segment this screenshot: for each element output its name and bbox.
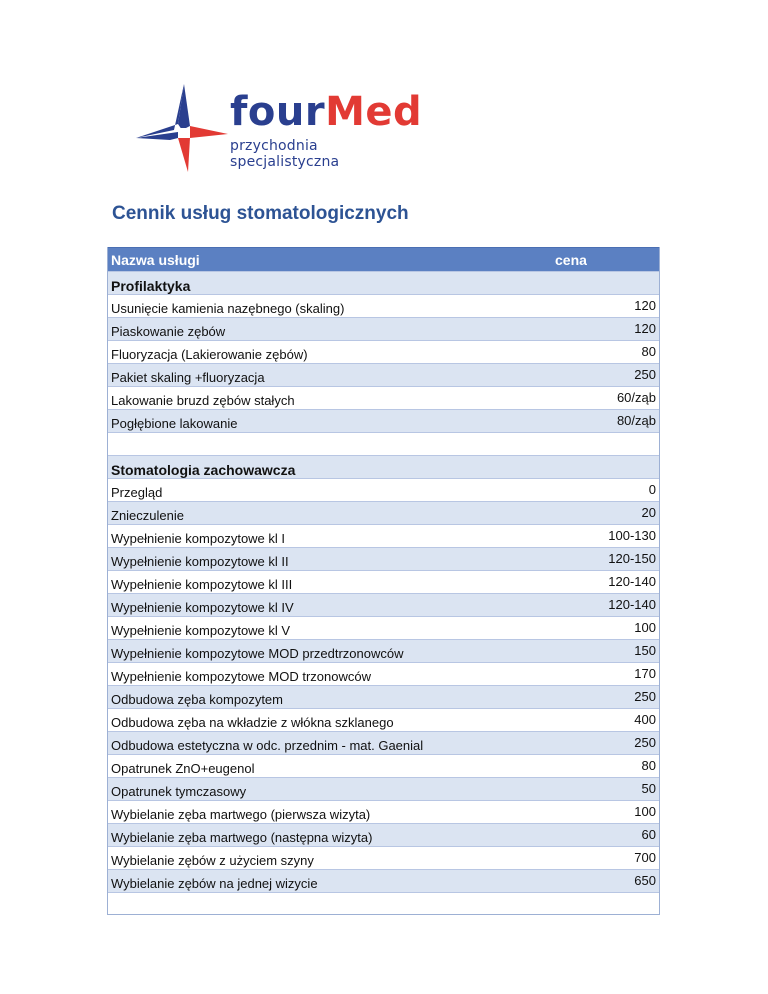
service-price: 100 (634, 620, 656, 635)
service-name: Wybielanie zębów z użyciem szyny (111, 853, 314, 868)
service-price: 150 (634, 643, 656, 658)
fourmed-logo (134, 74, 424, 174)
service-name: Opatrunek ZnO+eugenol (111, 761, 255, 776)
table-row (108, 501, 659, 524)
service-price: 20 (641, 505, 656, 520)
empty-row (108, 892, 659, 915)
service-name: Wypełnienie kompozytowe kl V (111, 623, 291, 638)
service-price: 120 (634, 321, 656, 336)
table-row (108, 754, 659, 777)
table-row (108, 800, 659, 823)
brand-name: fourMed (230, 89, 423, 135)
service-name: Wypełnienie kompozytowe kl I (111, 531, 286, 546)
service-name: Znieczulenie (111, 508, 184, 523)
section-title: Profilaktyka (111, 278, 191, 294)
table-row (108, 409, 659, 432)
service-name: Wypełnienie kompozytowe MOD trzonowców (111, 669, 371, 684)
service-price: 250 (634, 367, 656, 382)
table-row (108, 478, 659, 501)
price-table (107, 247, 660, 915)
table-row (108, 777, 659, 800)
table-row (108, 685, 659, 708)
service-price: 120-140 (608, 597, 656, 612)
table-row (108, 708, 659, 731)
service-name: Opatrunek tymczasowy (111, 784, 247, 799)
service-price: 120-150 (608, 551, 656, 566)
table-row (108, 570, 659, 593)
service-name: Wypełnienie kompozytowe kl III (111, 577, 293, 592)
service-price: 120 (634, 298, 656, 313)
table-row (108, 294, 659, 317)
empty-row (108, 432, 659, 455)
service-name: Odbudowa zęba kompozytem (111, 692, 283, 707)
service-name: Usunięcie kamienia nazębnego (skaling) (111, 301, 345, 316)
service-name: Wybielanie zęba martwego (pierwsza wizyta) (111, 807, 371, 822)
service-price: 80 (641, 758, 656, 773)
service-price: 80/ząb (616, 413, 656, 428)
service-name: Piaskowanie zębów (111, 324, 226, 339)
service-price: 60 (641, 827, 656, 842)
service-name: Odbudowa estetyczna w odc. przednim - mat. Gaenial (111, 738, 424, 753)
table-row (108, 524, 659, 547)
table-row (108, 317, 659, 340)
service-price: 250 (634, 689, 656, 704)
service-name: Wypełnienie kompozytowe MOD przedtrzonowców (111, 646, 404, 661)
service-name: Pogłębione lakowanie (111, 416, 238, 431)
table-row (108, 846, 659, 869)
table-row (108, 340, 659, 363)
service-price: 250 (634, 735, 656, 750)
header-price: cena (555, 252, 587, 268)
service-name: Wypełnienie kompozytowe kl II (111, 554, 289, 569)
service-price: 80 (641, 344, 656, 359)
service-price: 100 (634, 804, 656, 819)
service-name: Lakowanie bruzd zębów stałych (111, 393, 295, 408)
service-name: Wypełnienie kompozytowe kl IV (111, 600, 294, 615)
service-name: Fluoryzacja (Lakierowanie zębów) (111, 347, 308, 362)
service-name: Przegląd (111, 485, 163, 500)
table-row (108, 823, 659, 846)
service-price: 120-140 (608, 574, 656, 589)
section-title: Stomatologia zachowawcza (111, 462, 296, 478)
service-price: 650 (634, 873, 656, 888)
service-price: 0 (648, 482, 656, 497)
section-header (108, 271, 659, 294)
service-price: 60/ząb (616, 390, 656, 405)
table-row (108, 593, 659, 616)
page-title: Cennik usług stomatologicznych (112, 203, 409, 224)
service-price: 700 (634, 850, 656, 865)
table-row (108, 386, 659, 409)
table-row (108, 616, 659, 639)
service-name: Wybielanie zębów na jednej wizycie (111, 876, 318, 891)
service-name: Pakiet skaling +fluoryzacja (111, 370, 265, 385)
table-row (108, 662, 659, 685)
table-row (108, 547, 659, 570)
table-header (108, 247, 659, 271)
section-header (108, 455, 659, 478)
table-row (108, 363, 659, 386)
table-row (108, 639, 659, 662)
header-name: Nazwa usługi (111, 252, 200, 268)
table-row (108, 731, 659, 754)
brand-tagline: przychodnia specjalistyczna (230, 138, 340, 170)
table-row (108, 869, 659, 892)
service-name: Wybielanie zęba martwego (następna wizyta) (111, 830, 373, 845)
cross-logo-icon (134, 82, 230, 174)
service-price: 170 (634, 666, 656, 681)
service-price: 50 (641, 781, 656, 796)
service-name: Odbudowa zęba na wkładzie z włókna szklanego (111, 715, 394, 730)
service-price: 100-130 (608, 528, 656, 543)
service-price: 400 (634, 712, 656, 727)
